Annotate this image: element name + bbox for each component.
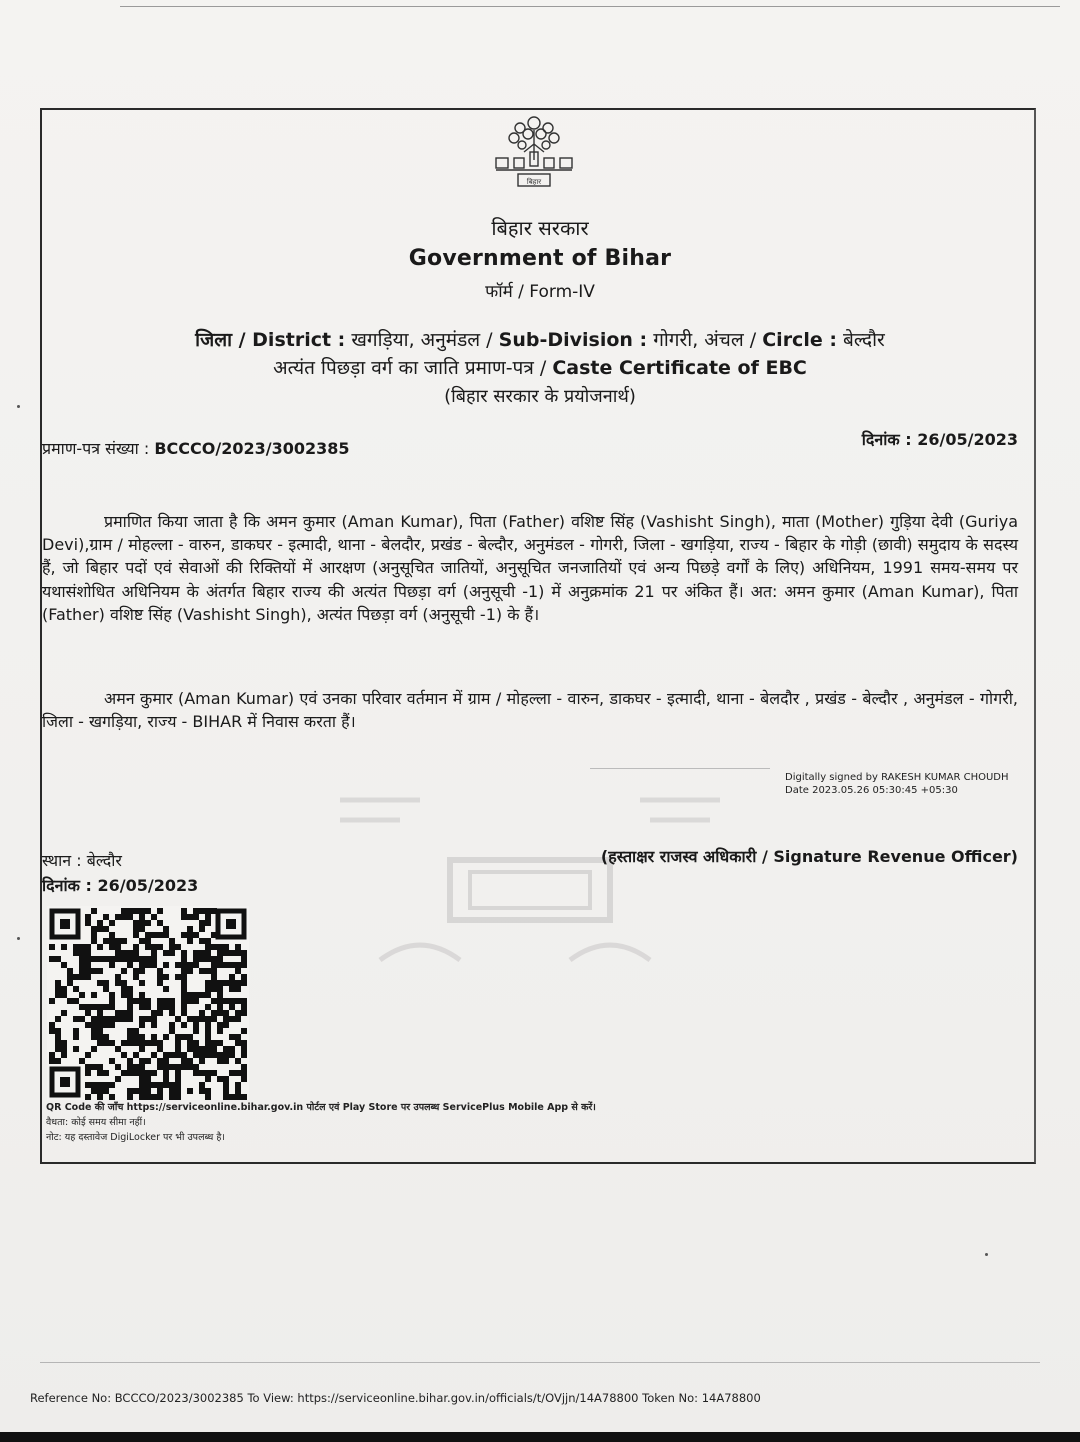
certificate-date-label: दिनांक : [861, 430, 912, 449]
certificate-number-value: BCCCO/2023/3002385 [154, 439, 350, 458]
paragraph-2-text: अमन कुमार (Aman Kumar) एवं उनका परिवार वर्तमान में ग्राम / मोहल्ला - वारुन, डाकघर - इत्मादी, थाना - बेलदौर , प्रखंड - बेल्दौर , अनुमंडल - गोगरी, जिला - खगड़िया, राज्य - BIHAR में निवास करता हैं। [42, 689, 1018, 732]
top-edge-line [120, 6, 1060, 7]
footnote-digilocker: नोट: यह दस्तावेज DigiLocker पर भी उपलब्ध है। [46, 1132, 225, 1143]
circle-label: Circle : [762, 329, 837, 351]
certificate-number-label: प्रमाण-पत्र संख्या : [42, 439, 150, 458]
paragraph-1-text: प्रमाणित किया जाता है कि अमन कुमार (Aman Kumar), पिता (Father) वशिष्ट सिंह (Vashisht Singh), माता (Mother) गुड़िया देवी (Guriya Devi),ग्राम / मोहल्ला - वारुन, डाकघर - इत्मादी, थाना - बेलदौर, प्रखंड - बेल्दौर, अनुमंडल - गोगरी, जिला - खगड़िया, राज्य - बिहार के गोड़ी (छावी) समुदाय के सदस्य हैं, जो बिहार पदों एवं सेवाओं की रिक्तियों में आरक्षण (अनुसूचित जातियों, अनुसूचित जनजातियों एवं अन्य पिछड़े वर्गों के लिए) अधिनियम, 1991 समय-समय पर यथासंशोधित अधिनियम के अंतर्गत बिहार राज्य की अत्यंत पिछड़ा वर्ग (अनुसूची -1) में अनुक्रमांक 21 पर अंकित हैं। अत: अमन कुमार (Aman Kumar), पिता (Father) वशिष्ट सिंह (Vashisht Singh), अत्यंत पिछड़ा वर्ग (अनुसूची -1) के हैं। [42, 512, 1018, 624]
signature-stroke [590, 768, 770, 769]
qr-code-icon[interactable] [47, 906, 249, 1100]
place-label: स्थान : बेल्दौर [42, 851, 122, 870]
digital-signature-signer: Digitally signed by RAKESH KUMAR CHOUDH [785, 772, 1009, 783]
footnotes [46, 1100, 596, 1145]
bottom-divider [40, 1362, 1040, 1363]
header-title-hindi: बिहार सरकार [491, 216, 589, 240]
bihar-emblem-icon [490, 114, 578, 194]
scan-speck [17, 405, 20, 408]
circle-value: बेल्दौर [842, 329, 885, 351]
certificate-title-english: Caste Certificate of EBC [552, 357, 807, 379]
issue-date-label: दिनांक : 26/05/2023 [42, 876, 199, 895]
subdivision-value: गोगरी, अंचल / [653, 329, 757, 351]
district-label: जिला / District : [195, 329, 346, 351]
certificate-date [862, 428, 1018, 450]
reference-line: Reference No: BCCCO/2023/3002385 To View: https://serviceonline.bihar.gov.in/officials/t/OVjjn/14A78800 Token No: 14A78800 [30, 1391, 761, 1405]
certificate-title-hindi: अत्यंत पिछड़ा वर्ग का जाति प्रमाण-पत्र / [273, 357, 547, 379]
certificate-title [0, 354, 1080, 380]
watermark-seal-icon [320, 760, 740, 1020]
certificate-date-value: 26/05/2023 [917, 430, 1018, 449]
form-number: फॉर्म / Form-IV [485, 282, 595, 302]
scan-edge-band [0, 1432, 1080, 1442]
scan-speck [985, 1253, 988, 1256]
certificate-paragraph-2 [42, 687, 1018, 733]
certificate-purpose: (बिहार सरकार के प्रयोजनार्थ) [444, 386, 636, 407]
certificate-number [42, 437, 350, 459]
digital-signature [785, 771, 1009, 797]
header-title-english: Government of Bihar [408, 246, 672, 271]
scan-speck [17, 937, 20, 940]
subdivision-label: Sub-Division : [498, 329, 648, 351]
certificate-paragraph-1 [42, 510, 1018, 626]
svg-text:बिहार: बिहार [526, 178, 542, 186]
footnote-validity: वैधता: कोई समय सीमा नहीं। [46, 1117, 146, 1128]
district-value: खगड़िया, अनुमंडल / [351, 329, 493, 351]
footnote-qr-verification: QR Code की जाँच https://serviceonline.bihar.gov.in पोर्टल एवं Play Store पर उपलब्ध ServicePlus Mobile App से करें। [46, 1102, 596, 1113]
district-line [0, 326, 1080, 352]
digital-signature-date: Date 2023.05.26 05:30:45 +05:30 [785, 785, 958, 796]
signature-caption: (हस्ताक्षर राजस्व अधिकारी / Signature Revenue Officer) [600, 847, 1018, 866]
